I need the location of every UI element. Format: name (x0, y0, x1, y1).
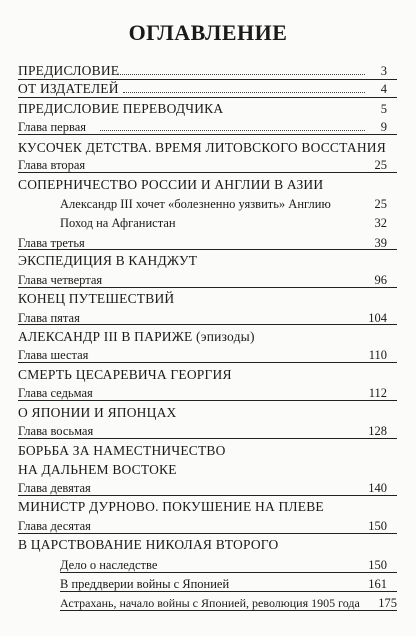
toc-entry-label: Глава десятая (18, 518, 91, 533)
toc-entry-label: КУСОЧЕК ДЕТСТВА. ВРЕМЯ ЛИТОВСКОГО ВОССТАНИЯ (18, 139, 386, 155)
toc-entry (18, 399, 387, 419)
toc-entry-label: Александр III хочет «болезненно уязвить» Англию (60, 196, 331, 211)
toc-entry-label: Астрахань, начало войны с Японией, революция 1905 года (60, 596, 360, 610)
toc-entry-label: НА ДАЛЬНЕМ ВОСТОКЕ (18, 461, 177, 477)
toc-entry (18, 379, 387, 399)
toc-entry (60, 589, 397, 609)
toc-entry (18, 57, 387, 77)
toc-entry-label: Поход на Афганистан (60, 215, 176, 230)
toc-entry-label: ПРЕДИСЛОВИЕ (18, 62, 120, 78)
toc-entry-page: 128 (368, 423, 387, 438)
leader-dots (100, 130, 365, 131)
toc-entry (18, 171, 387, 191)
toc-entry-page: 96 (374, 272, 387, 287)
toc-entry (18, 285, 387, 305)
toc-entry (18, 113, 387, 133)
toc-entry-label: Глава шестая (18, 347, 89, 362)
toc-entry-label: Глава третья (18, 235, 85, 250)
toc-entry-label: Глава седьмая (18, 385, 93, 400)
toc-entry-label: Дело о наследстве (60, 557, 158, 572)
toc-entry (60, 209, 387, 229)
divider (60, 610, 397, 611)
toc-entry (18, 456, 387, 476)
toc-entry-page: 25 (374, 157, 387, 172)
page-title: ОГЛАВЛЕНИЕ (128, 20, 288, 45)
toc-entry (18, 75, 387, 95)
toc-entry (18, 323, 387, 343)
toc-entry (18, 151, 387, 171)
toc-entry-label: Глава четвертая (18, 272, 103, 287)
toc-entry-label: Глава восьмая (18, 423, 94, 438)
toc-entry-page: 9 (380, 119, 387, 134)
toc-entry-page: 150 (368, 557, 387, 572)
toc-entry-page: 4 (380, 81, 387, 96)
toc-entry-label: Глава пятая (18, 310, 80, 325)
toc-entry (18, 437, 387, 457)
toc-entry-page: 25 (374, 196, 387, 211)
toc-entry-label: АЛЕКСАНДР III В ПАРИЖЕ (эпизоды) (18, 328, 255, 344)
toc-entry (18, 341, 387, 361)
toc-entry (18, 229, 387, 249)
toc-entry-label: В ЦАРСТВОВАНИЕ НИКОЛАЯ ВТОРОГО (18, 536, 279, 552)
toc-entry-page: 3 (380, 63, 387, 78)
toc-entry-label: Глава вторая (18, 157, 86, 172)
toc-entry-page: 110 (368, 347, 387, 362)
toc-entry-label: ПРЕДИСЛОВИЕ ПЕРЕВОДЧИКА (18, 100, 224, 116)
toc-entry-page: 104 (368, 310, 387, 325)
toc-entry-page: 39 (374, 235, 387, 250)
toc-entry-label: В преддверии войны с Японией (60, 576, 230, 591)
toc-entry (18, 361, 387, 381)
toc-entry (18, 247, 387, 267)
toc-entry (18, 95, 387, 115)
toc-entry-label: СОПЕРНИЧЕСТВО РОССИИ И АНГЛИИ В АЗИИ (18, 176, 324, 192)
toc-entry (18, 417, 387, 437)
toc-entry-page: 161 (368, 576, 387, 591)
toc-entry-label: КОНЕЦ ПУТЕШЕСТВИЙ (18, 290, 175, 306)
toc-entry-page: 5 (380, 101, 387, 116)
leader-dots (123, 92, 365, 93)
toc-entry-page: 175 (378, 595, 397, 610)
toc-entry-label: ОТ ИЗДАТЕЛЕЙ (18, 80, 119, 96)
toc-entry-label: О ЯПОНИИ И ЯПОНЦАХ (18, 404, 177, 420)
toc-entry-page: 112 (368, 385, 387, 400)
toc-entry (18, 531, 387, 551)
toc-entry-label: СМЕРТЬ ЦЕСАРЕВИЧА ГЕОРГИЯ (18, 366, 232, 382)
toc-entry-page: 32 (374, 215, 387, 230)
toc-entry (60, 570, 387, 590)
toc-entry (18, 512, 387, 532)
toc-entry (18, 304, 387, 324)
toc-entry (18, 474, 387, 494)
toc-entry (60, 551, 387, 571)
toc-entry-label: ЭКСПЕДИЦИЯ В КАНДЖУТ (18, 252, 198, 268)
toc-entry-page: 150 (368, 518, 387, 533)
toc-entry (18, 493, 387, 513)
toc-entry-page: 140 (368, 480, 387, 495)
toc-entry (60, 190, 387, 210)
toc-entry-label: БОРЬБА ЗА НАМЕСТНИЧЕСТВО (18, 442, 226, 458)
toc-entry-label: МИНИСТР ДУРНОВО. ПОКУШЕНИЕ НА ПЛЕВЕ (18, 498, 324, 514)
toc-entry (18, 266, 387, 286)
toc-entry-label: Глава девятая (18, 480, 91, 495)
toc-entry-label: Глава первая (18, 119, 87, 134)
